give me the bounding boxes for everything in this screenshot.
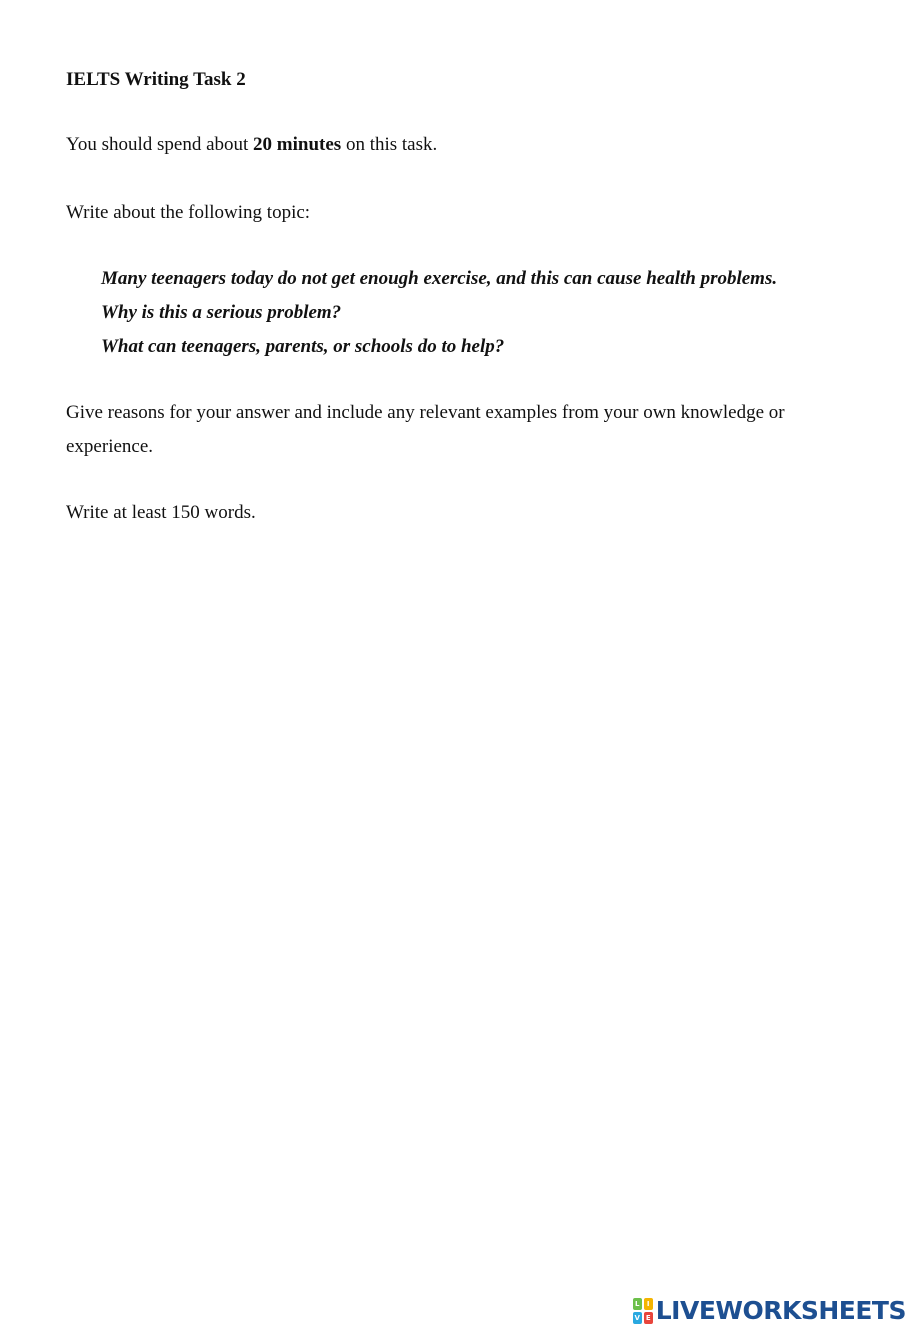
topic-instruction: Write about the following topic: [66, 202, 311, 223]
time-instruction [66, 128, 437, 162]
liveworksheets-logo [633, 1296, 906, 1326]
prompt-line-question-1: Why is this a serious problem? [101, 302, 342, 323]
task-title: IELTS Writing Task 2 [66, 69, 246, 90]
prompt-line-question-2: What can teenagers, parents, or schools do to help? [101, 336, 505, 357]
logo-mark-letter-e: E [644, 1312, 653, 1324]
logo-mark-letter-l: L [633, 1298, 642, 1310]
time-instruction-suffix: on this task. [341, 134, 438, 155]
time-instruction-duration: 20 minutes [253, 134, 342, 155]
logo-mark-letter-v: V [634, 1314, 640, 1322]
time-instruction-prefix: You should spend about [66, 134, 254, 155]
prompt-line-statement: Many teenagers today do not get enough exercise, and this can cause health problems. [101, 268, 778, 289]
word-count-instruction: Write at least 150 words. [66, 502, 256, 523]
liveworksheets-mark-icon [633, 1298, 653, 1324]
logo-mark-letter-i: I [644, 1298, 653, 1310]
liveworksheets-wordmark: LIVEWORKSHEETS [655, 1296, 906, 1325]
essay-prompt [101, 262, 777, 364]
reasons-instruction: Give reasons for your answer and include any relevant examples from your own knowledge or experience. [66, 402, 785, 457]
